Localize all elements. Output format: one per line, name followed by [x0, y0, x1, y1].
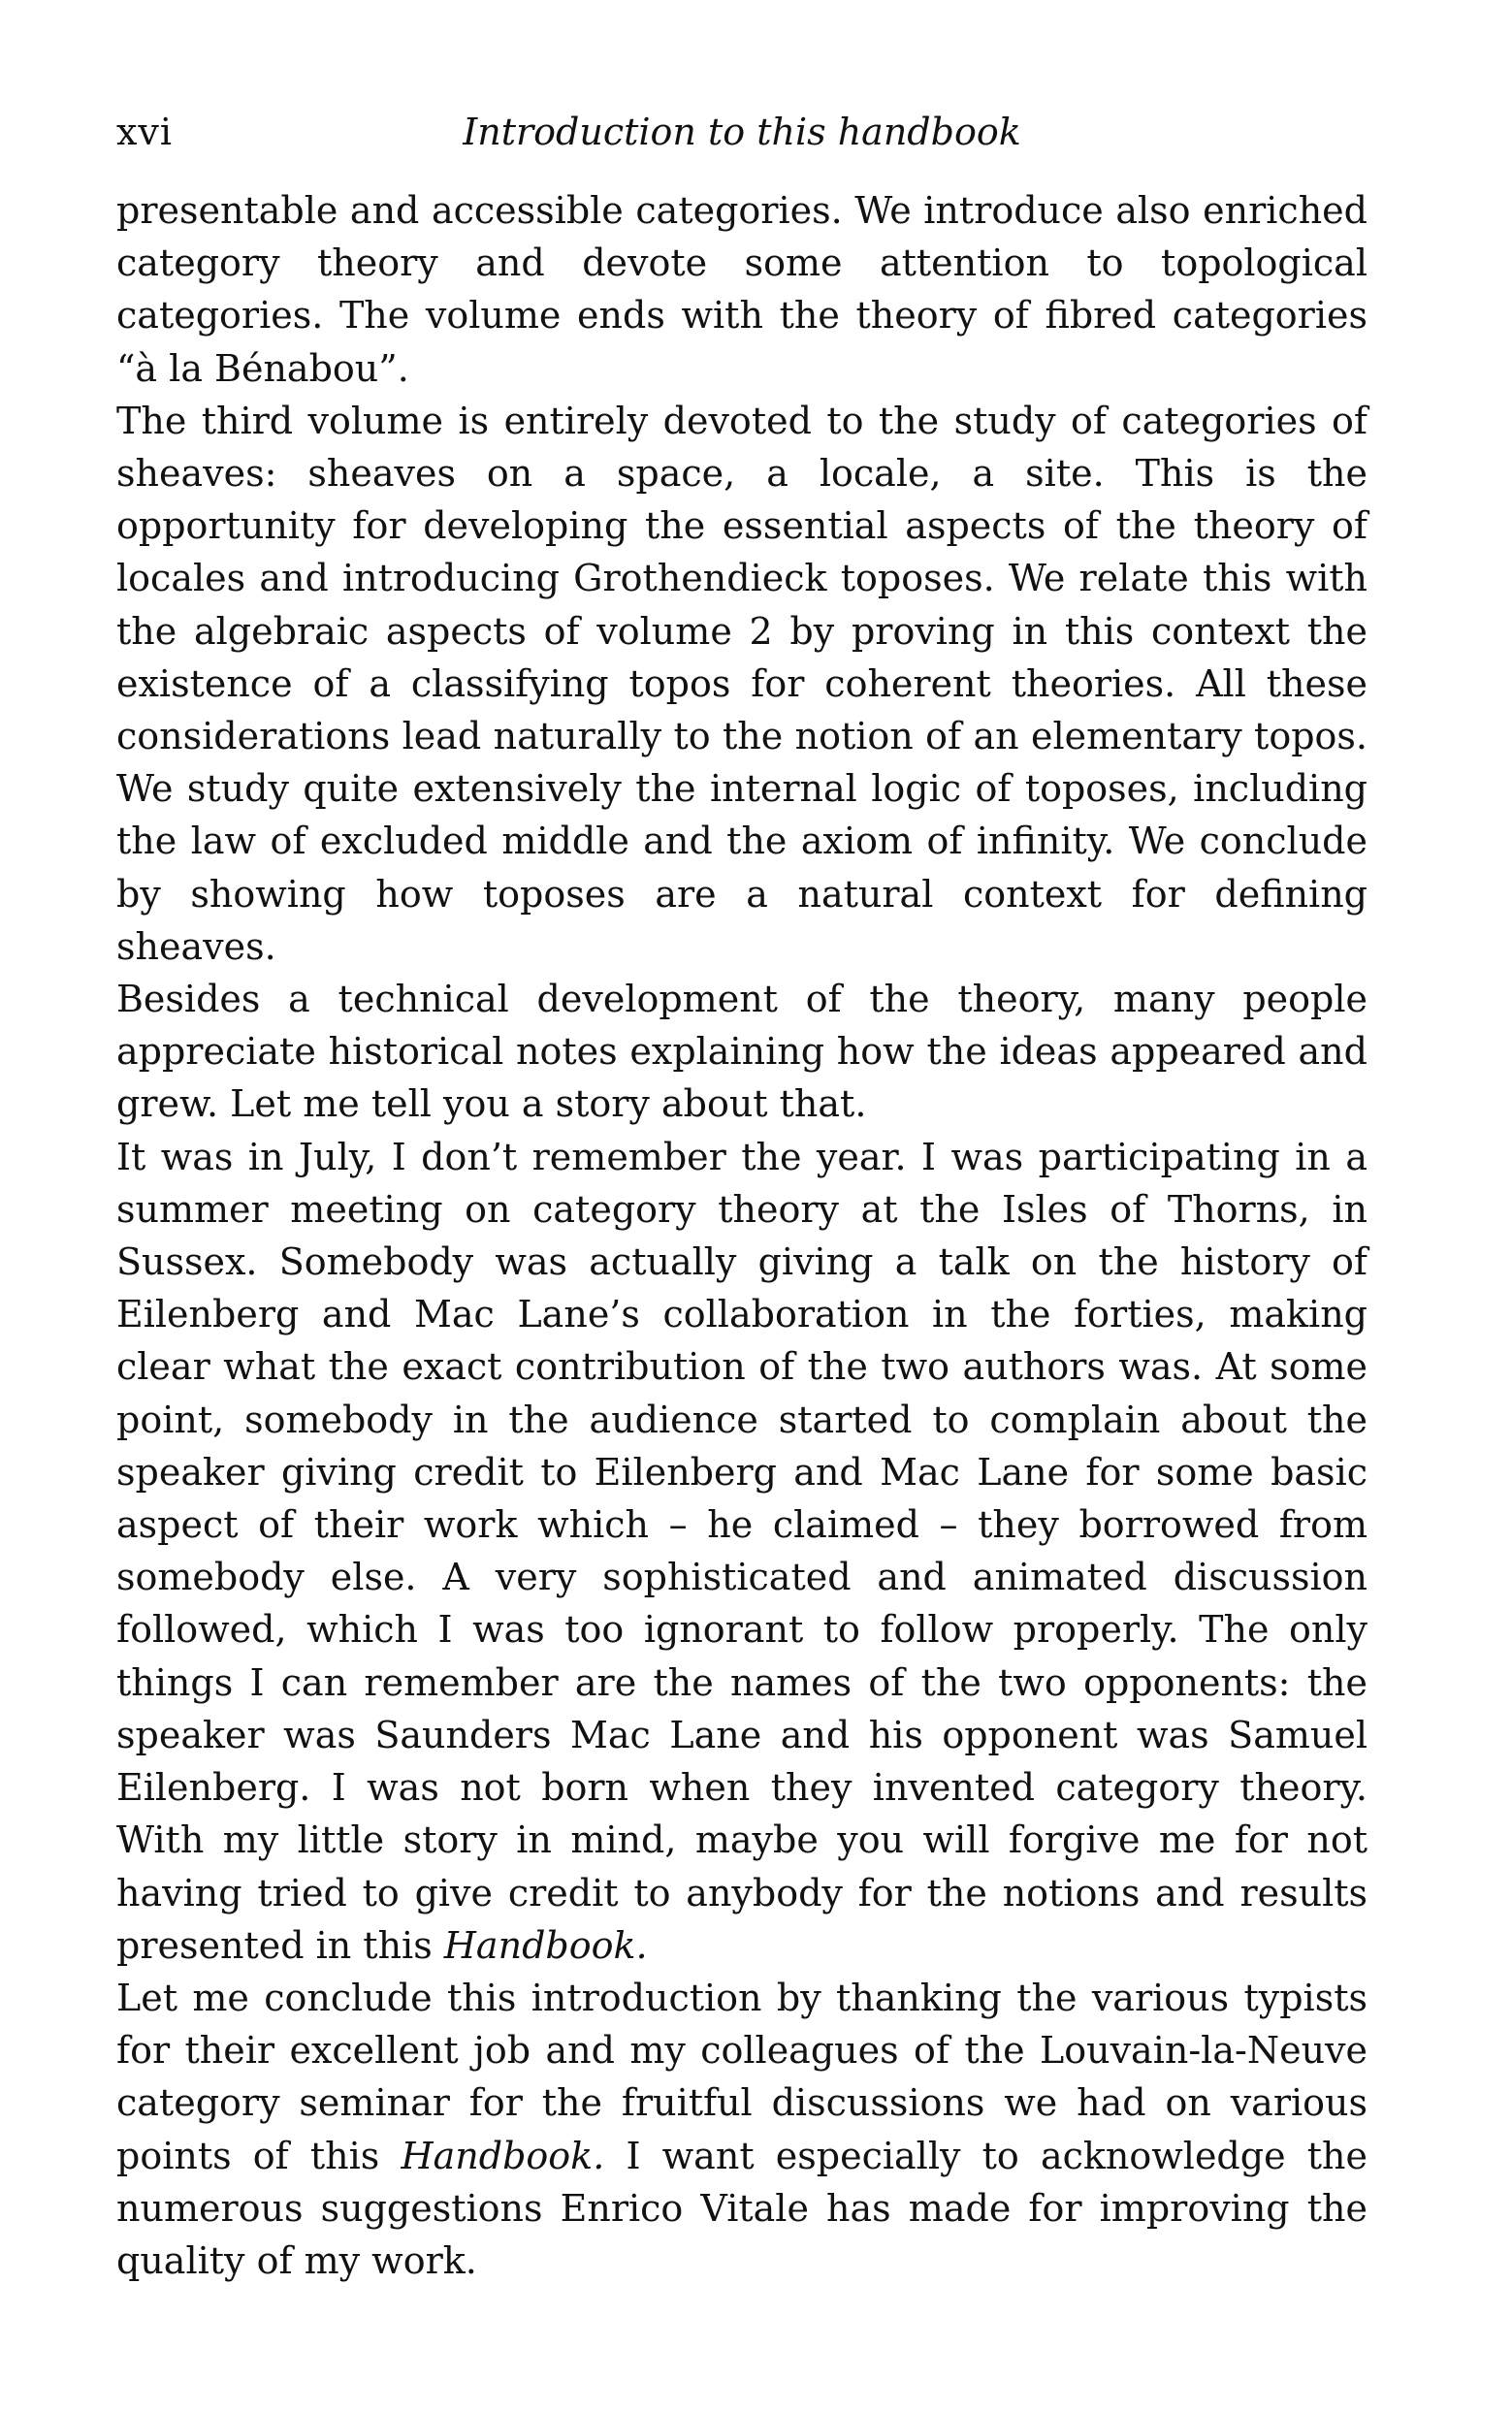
- running-head: [116, 103, 1367, 161]
- running-title: Introduction to this handbook: [463, 111, 1021, 153]
- paragraph-historical-notes: Besides a technical development of the theory, many people appreciate historical notes explaining how the ideas appeared and grew. Let me tell you a story about that.: [116, 978, 1367, 1126]
- paragraph-third-volume: The third volume is entirely devoted to the study of categories of sheaves: sheaves on a space, a locale, a site. This is the opportunity for developing the essential aspects of the theory of locales and introducing Grothendieck toposes. We relate this with the algebraic aspects of volume 2 by proving in this context the existence of a classifying topos for coherent theories. All these considerations lead naturally to the notion of an elementary topos. We study quite extensively the internal logic of toposes, including the law of excluded middle and the axiom of infinity. We conclude by showing how toposes are a natural context for defining sheaves.: [116, 399, 1367, 968]
- body-text: [116, 184, 1367, 2287]
- story-text: It was in July, I don’t remember the year. I was participating in a summer meeting on category theory at the Isles of Thorns, in Sussex. Somebody was actually giving a talk on the history of Eilenberg and Mac Lane’s collaboration in the forties, making clear what the exact contribution of the two authors was. At some point, somebody in the audience started to complain about the speaker giving credit to Eilenberg and Mac Lane for some basic aspect of their work which – he claimed – they borrowed from somebody else. A very sophisticated and animated discussion followed, which I was too ignorant to follow properly. The only things I can remember are the names of the two opponents: the speaker was Saunders Mac Lane and his opponent was Samuel Eilenberg. I was not born when they invented category theory. With my little story in mind, maybe you will forgive me for not having tried to give credit to anybody for the notions and results presented in this: [116, 1135, 1367, 1967]
- acknowledgements-text-end: I want especially to acknowledge the numerous suggestions Enrico Vitale has made for improving the quality of my work.: [116, 2134, 1367, 2282]
- paragraph-story: [116, 1131, 1367, 1972]
- acknowledgements-text: Let me conclude this introduction by thanking the various typists for their excellent job and my colleagues of the Louvain-la-Neuve category seminar for the fruitful discussions we had on various points of this: [116, 1976, 1367, 2177]
- paragraph-volume-two-continuation: presentable and accessible categories. We introduce also enriched category theory and devote some attention to topological categories. The volume ends with the theory of fibred categories “à la Bénabou”.: [116, 189, 1367, 390]
- handbook-italic: Handbook.: [401, 2134, 605, 2177]
- page-number: xvi: [116, 111, 174, 153]
- paragraph-acknowledgements: [116, 1972, 1367, 2287]
- handbook-italic: Handbook.: [443, 1923, 648, 1967]
